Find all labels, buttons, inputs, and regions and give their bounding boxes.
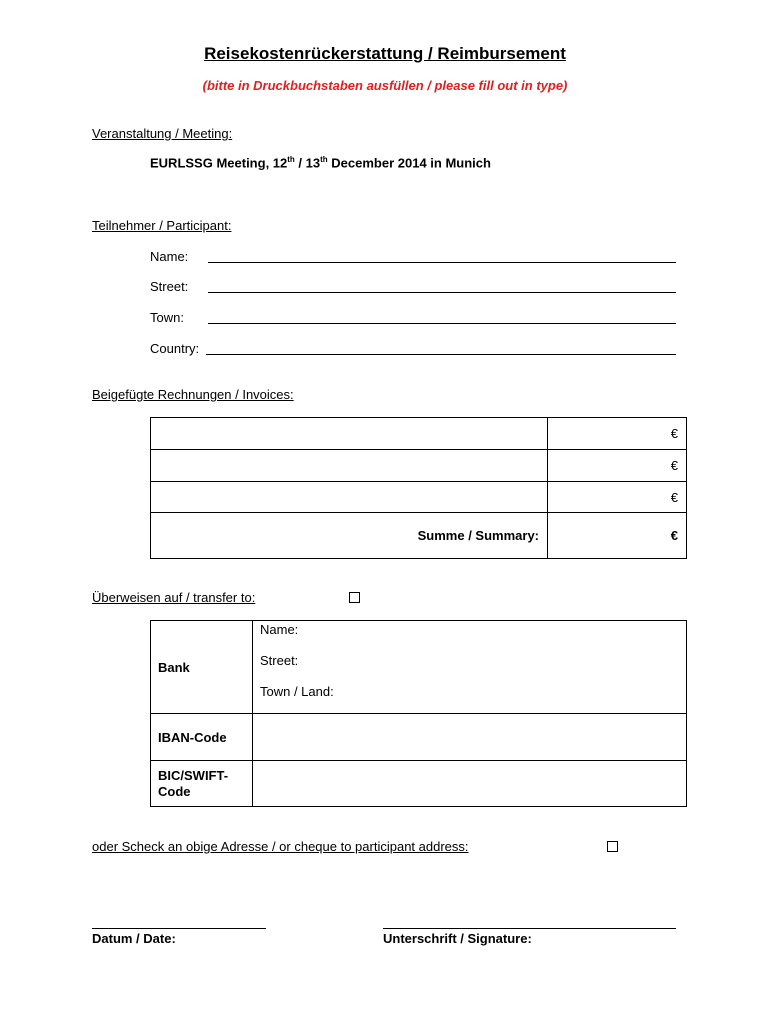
street-label: Street: [150, 279, 189, 294]
meeting-text: EURLSSG Meeting, 12th / 13th December 2014 in Munich [150, 155, 491, 171]
cheque-label: oder Scheck an obige Adresse / or cheque to participant address: [92, 839, 469, 854]
participant-label: Teilnehmer / Participant: [92, 218, 232, 233]
bic-field[interactable] [253, 761, 687, 807]
bank-details-cell[interactable] [253, 621, 687, 714]
bank-label: Bank [151, 621, 253, 714]
signature-field-line[interactable] [383, 928, 676, 929]
name-field-line[interactable] [208, 262, 676, 263]
transfer-checkbox[interactable] [349, 592, 360, 603]
transfer-label: Überweisen auf / transfer to: [92, 590, 256, 605]
meeting-label: Veranstaltung / Meeting: [92, 126, 233, 141]
bank-name-label: Name: [260, 622, 299, 637]
invoice-description-cell[interactable] [151, 418, 548, 450]
bank-town-label: Town / Land: [260, 684, 334, 699]
invoice-amount-cell[interactable]: € [548, 418, 687, 450]
invoice-row [151, 450, 687, 482]
country-field-line[interactable] [206, 354, 676, 355]
summary-amount-cell[interactable]: € [548, 513, 687, 559]
bank-table [150, 620, 687, 807]
bank-street-label: Street: [260, 653, 299, 668]
invoice-amount-cell[interactable]: € [548, 482, 687, 513]
invoices-table [150, 417, 687, 559]
date-field-line[interactable] [92, 928, 266, 929]
invoice-description-cell[interactable] [151, 450, 548, 482]
name-label: Name: [150, 249, 189, 264]
iban-label: IBAN-Code [151, 714, 253, 761]
date-label: Datum / Date: [92, 931, 176, 946]
invoices-label: Beigefügte Rechnungen / Invoices: [92, 387, 294, 402]
invoice-row [151, 482, 687, 513]
summary-row [151, 513, 687, 559]
invoice-description-cell[interactable] [151, 482, 548, 513]
form-instructions: (bitte in Druckbuchstaben ausfüllen / please fill out in type) [202, 78, 568, 93]
invoice-amount-cell[interactable]: € [548, 450, 687, 482]
signature-label: Unterschrift / Signature: [383, 931, 532, 946]
bic-label: BIC/SWIFT- Code [151, 761, 253, 807]
summary-label: Summe / Summary: [151, 513, 548, 559]
invoice-row [151, 418, 687, 450]
country-label: Country: [150, 341, 200, 356]
street-field-line[interactable] [208, 292, 676, 293]
cheque-checkbox[interactable] [607, 841, 618, 852]
iban-field[interactable] [253, 714, 687, 761]
town-field-line[interactable] [208, 323, 676, 324]
town-label: Town: [150, 310, 184, 325]
form-title: Reisekostenrückerstattung / Reimbursement [204, 44, 566, 63]
